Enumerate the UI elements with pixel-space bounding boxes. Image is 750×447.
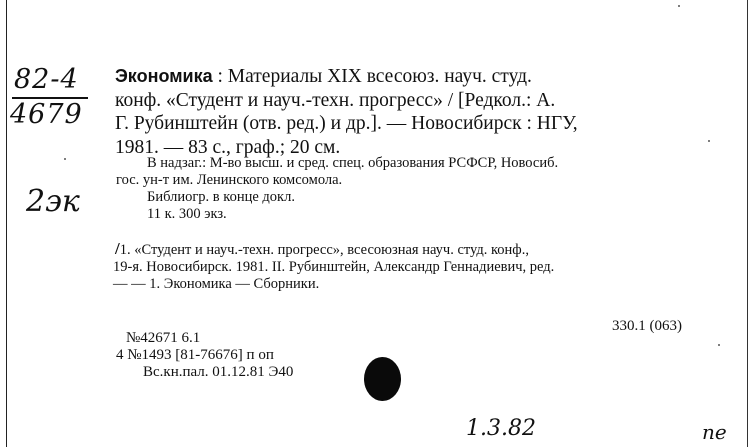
card-left-edge xyxy=(6,0,7,447)
bibliographic-notes xyxy=(116,155,716,223)
imprint-block xyxy=(116,330,293,381)
note-line: 11 к. 300 экз. xyxy=(147,206,227,222)
imprint-line: Вс.кн.пал. 01.12.81 Э40 xyxy=(143,364,294,380)
handwritten-call-number-top: 82-4 xyxy=(14,64,79,95)
classification-number: 330.1 (063) xyxy=(612,318,682,334)
entry-title-text: : Материалы XIX всесоюз. науч. студ. xyxy=(212,66,532,87)
tracing-line: — — 1. Экономика — Сборники. xyxy=(113,276,320,292)
card-right-edge xyxy=(747,0,748,447)
tracing-line xyxy=(113,240,713,259)
scan-speck xyxy=(718,344,720,346)
entry-line-4: 1981. — 83 с., граф.; 20 см. xyxy=(115,136,341,158)
handwritten-bottom-note: 1.3.82 xyxy=(466,416,536,441)
entry-heading: Экономика xyxy=(115,66,213,86)
entry-line-2: конф. «Студент и науч.-техн. прогресс» / [Редкол.: А. xyxy=(115,89,556,111)
bibliographic-entry xyxy=(115,65,715,159)
note-line: В надзаг.: М-во высш. и сред. спец. образования РСФСР, Новосиб. xyxy=(147,155,559,171)
note-line: гос. ун-т им. Ленинского комсомола. xyxy=(116,172,343,188)
ink-blot xyxy=(364,357,401,401)
handwritten-call-number-bottom: 4679 xyxy=(10,99,83,130)
imprint-line: №42671 6.1 xyxy=(126,330,201,346)
entry-line-1 xyxy=(115,65,715,89)
tracing-block xyxy=(113,240,713,293)
scan-speck xyxy=(64,158,66,160)
handwritten-check-mark: / xyxy=(115,239,120,258)
imprint-line: 4 №1493 [81-76676] п оп xyxy=(116,347,274,363)
note-line: Библиогр. в конце докл. xyxy=(147,189,295,205)
handwritten-copies-note: 2эк xyxy=(26,184,80,219)
tracing-text: 1. «Студент и науч.-техн. прогресс», всесоюзная науч. студ. конф., xyxy=(119,242,529,258)
scan-speck xyxy=(678,5,680,7)
handwritten-corner-note: ne xyxy=(702,420,727,444)
tracing-line: 19-я. Новосибирск. 1981. II. Рубинштейн, Александр Геннадиевич, ред. xyxy=(113,259,555,275)
entry-line-3: Г. Рубинштейн (отв. ред.) и др.]. — Новосибирск : НГУ, xyxy=(115,113,578,134)
